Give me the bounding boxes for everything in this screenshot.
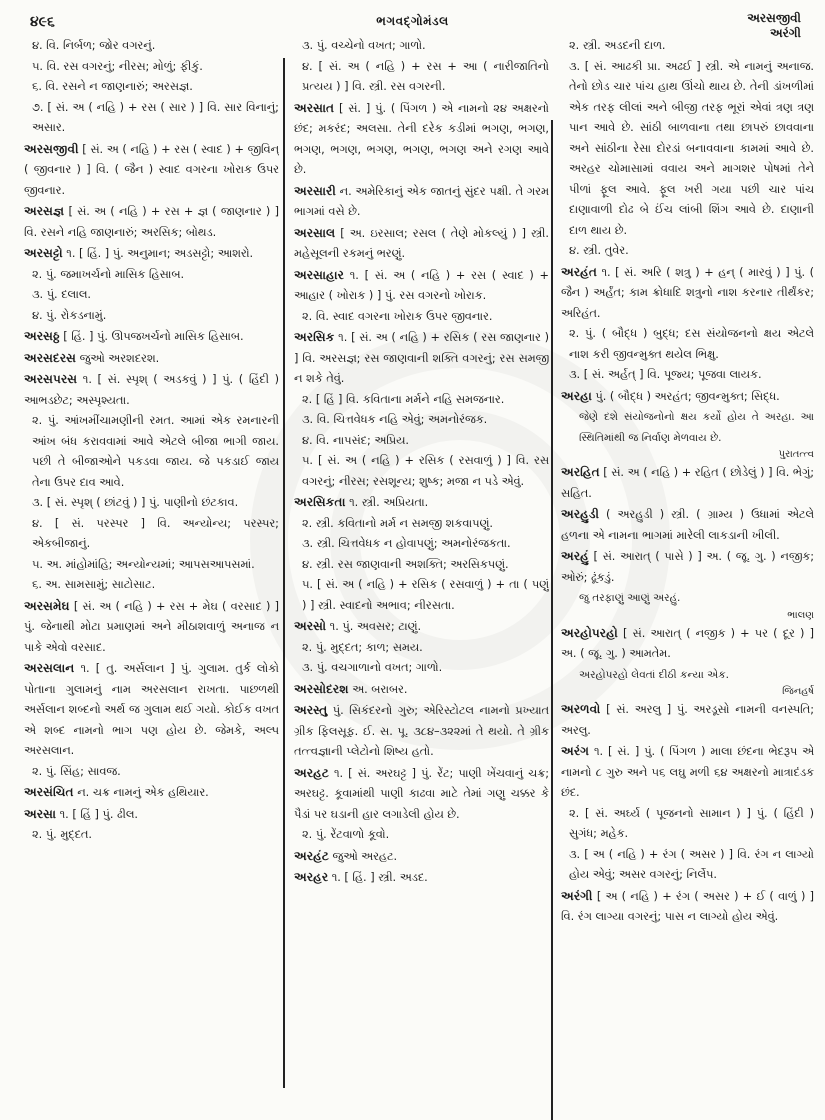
headword: અરસિક: [294, 330, 335, 344]
headword: અરહા: [561, 388, 592, 403]
quotation: [561, 588, 814, 609]
dictionary-entry: [561, 262, 814, 325]
headword: અરંગી: [561, 888, 593, 903]
dictionary-entry: [24, 348, 279, 370]
definition-text: ૧. [ હિં ] પું. ઢીલ.: [59, 807, 139, 821]
headword: અરહું: [561, 549, 589, 563]
dictionary-entry: [294, 223, 549, 265]
headword: અરંગ: [561, 744, 590, 758]
definition-text: ૪. સ્ત્રી. તુવેર.: [569, 244, 629, 257]
sense-line: [24, 411, 279, 493]
dictionary-entry: [294, 98, 549, 181]
dictionary-columns: [24, 36, 814, 1091]
sense-line: [294, 431, 549, 452]
sense-line: [294, 555, 549, 576]
definition-text: ૨. સ્ત્રી. કવિતાનો મર્મ ન સમજી શકવાપણું.: [302, 516, 493, 530]
definition-text: ૩. [ સં. આઢકી પ્રા. અઢઈ ] સ્ત્રી. એ નામનું અનાજ. તેનો છોડ ચાર પાંચ હાથ ઊંચો થાય છે. તેની ડાંખળીમાં એક તરફ લીલાં અને બીજી તરફ ભૂરાં એવાં ત્રણ ત્રણ પાન આવે છે. સાંઠી બાળવાના તથા છાપરું છાવવાના અને સાંઠીના રેસા દોરડાં બનાવવાના કામમાં આવે છે. અરહર ચોમાસામાં વવાય અને માગશર પોષમાં તેને પીળાં ફૂલ આવે. ફૂલ ખરી ગયા પછી ચાર પાંચ દાણાવાળી દોઢ બે ઈંચ લાંબી શિંગ આવે છે. દાણાની દાળ થાય છે.: [569, 59, 814, 237]
dictionary-entry: [294, 327, 549, 390]
dictionary-entry: [561, 462, 814, 504]
sense-line: [294, 575, 549, 616]
definition-text: અ. બરાબર.: [352, 682, 408, 696]
dictionary-entry: [294, 265, 549, 307]
dictionary-entry: [24, 369, 279, 411]
dictionary-entry: [561, 546, 814, 588]
headword: અરસજ્ઞ: [24, 204, 65, 218]
sense-line: [561, 804, 814, 845]
quotation-source: [561, 685, 814, 699]
definition-text: ૧. [ સં. સ્પૃશ્ ( અડકવું ) ] પું. ( હિંદી ) આભડછેટ; અસ્પૃશ્યતા.: [24, 373, 279, 407]
definition-text: જેણે દશે સંયોજનોનો ક્ષય કર્યો હોય તે અરહા. આ સ્થિતિમાંથી જ નિર્વાણ મેળવાય છે.: [579, 411, 814, 444]
definition-text: [ સં. અ ( નહિ ) + રહિત ( છોડેલું ) ] વિ. ભેગું; સહિત.: [561, 466, 814, 500]
definition-text: ૨. પું. ( બૌદ્ધ ) બુદ્ધ; દસ સંયોજનનો ક્ષય એટલે નાશ કરી જીવન્મુક્ત થયેલ ભિક્ષુ.: [569, 327, 814, 361]
definition-text: ૫. વિ. રસ વગરનું; નીરસ; મોળું; ફીકું.: [32, 59, 203, 73]
dictionary-entry: [294, 846, 549, 868]
sense-line: [561, 57, 814, 242]
definition-text: ૧. [ સં. ] પું. ( પિંગળ ) માલા છંદના ભેદરૂપ એ નામનો ૮ ગુરુ અને ૫૬ લઘુ મળી ૬૪ અક્ષરનો માત્રાદંડક છંદ.: [561, 745, 814, 799]
definition-text: ૧. [ તુ. અર્સલાન ] પું. ગુલામ. તુર્ક લોકો પોતાના ગુલામનું નામ અરસલાન રાખતા. પાછળથી અર્સલાન શબ્દનો અર્થ જ ગુલામ થઈ ગયો. કોઈક વખત એ શબ્દ નામનો ભાગ પણ હોય છે. જેમકે, અલ્પ અરસલાન.: [24, 662, 279, 757]
sense-line: [24, 493, 279, 514]
definition-text: ૬. અ. સામસામું; સાટોસાટ.: [32, 578, 156, 591]
definition-text: પું. ( બૌદ્ધ ) અરહંત; જીવન્મુક્ત; સિદ્ધ.: [595, 389, 780, 403]
sense-line: [24, 77, 279, 98]
headword: અરસલાન: [24, 661, 75, 675]
headword: અરળવો: [561, 702, 601, 716]
definition-text: ૧. [ સં. અ ( નહિ ) + રસ ( સ્વાદ ) + આહાર ( ખોરાક ) ] પું. રસ વગરનો ખોરાક.: [294, 268, 549, 302]
column-2: [294, 36, 549, 1086]
sense-line: [24, 825, 279, 846]
sense-line: [294, 451, 549, 492]
sense-line: [561, 324, 814, 365]
sense-line: [294, 658, 549, 679]
headword: અરસિકતા: [294, 495, 346, 509]
definition-text: ૨. પું. સિંહ; સાવજ.: [32, 764, 121, 778]
dictionary-entry: [294, 492, 549, 514]
definition-text: ૧. [ સં. અરિ ( શત્રુ ) + હન્ ( મારવું ) ] પું. ( જૈન ) અર્હંત; કામ ક્રોધાદિ શત્રુનો નાશ કરનાર તીર્થંકર; અરિહંત.: [561, 265, 814, 320]
headword: અરસજીવી: [24, 141, 79, 156]
headword: અરસાહાર: [294, 267, 344, 282]
sense-line: [24, 98, 279, 139]
sense-line: [561, 241, 814, 262]
sense-line: [24, 265, 279, 286]
dictionary-entry: [561, 699, 814, 741]
sense-line: [561, 845, 814, 886]
definition-text: ૧. સ્ત્રી. અપ્રિયતા.: [349, 496, 429, 509]
definition-text: ૧. પું. અવસર; ટાણું.: [329, 620, 422, 633]
definition-text: [ સં. અરલુ ] પું. અરડૂસો નામની વનસ્પતિ; અરલુ.: [561, 703, 814, 737]
definition-text: [ સં. ] પું. ( પિંગળ ) એ નામનો ૨૪ અક્ષરનો છંદ; મકરંદ; અલસા. તેની દરેક કડીમાં ભગણ, ભગણ, ભગણ, ભગણ, ભગણ, ભગણ, ભગણ અને રગણ આવે છે.: [294, 101, 549, 176]
dictionary-entry: [561, 623, 814, 665]
definition-text: ૧. [ હિં. ] પું. અનુમાન; અડસટ્ટો; આશરો.: [66, 247, 254, 260]
dictionary-entry: [24, 596, 279, 659]
dictionary-entry: [24, 326, 279, 348]
sense-line: [561, 365, 814, 386]
definition-text: ૨. પું. આંખમીંચામણીની રમત. આમાં એક રમનારની આંખ બંધ કરાવવામાં આવે એટલે બીજા ભાગી જાય. પછી તે બીજાઓને પકડવા જાય. જે પકડાઈ જાય તેના ઉપર દાવ આવે.: [32, 414, 279, 489]
dictionary-entry: [561, 886, 814, 928]
guide-word-last: અરંગી: [769, 26, 801, 40]
definition-text: ૧. [ સં. અરઘટ્ટ ] પું. રેંટ; પાણી ખેંચવાનું ચક્ર; અરઘટ્ટ. કૂવામાંથી પાણી કાઢવા માટે તેમાં ગણુ ચક્કર કે પૈડાં પર ઘડાની હાર લગાડેલી હોય છે.: [294, 766, 549, 821]
definition-text: પું. સિકંદરનો ગુરુ; એરિસ્ટોટલ નામનો પ્રખ્યાત ગ્રીક ફિલસૂફ. ઈ. સ. પૂ. ૩૮૪–૩૨૨માં તે થયો. તે ગ્રીક તત્ત્વજ્ઞાની પ્લેટોનો શિષ્ય હતો.: [294, 704, 549, 758]
quotation-source: [561, 448, 814, 462]
definition-text: પુરાતત્ત્વ: [778, 449, 814, 460]
definition-text: ૪. વિ. નિર્બળ; જોર વગરનું.: [32, 39, 156, 52]
definition-text: [ સં. આરાત્ ( નજીક ) + પર ( દૂર ) ] અ. ( જૂ. ગુ. ) આમતેમ.: [561, 626, 814, 660]
quotation-source: [561, 609, 814, 623]
definition-text: ૩. સ્ત્રી. ચિત્તવેધક ન હોવાપણું; અમનોરંજકતા.: [302, 537, 511, 550]
headword: અરહર: [294, 870, 329, 884]
column-1: [24, 36, 279, 1086]
headword: અરસા: [24, 806, 57, 821]
definition-text: ૩. [ સં. અર્હત્ ] વિ. પૂજ્ય; પૂજવા લાયક.: [569, 368, 762, 381]
dictionary-entry: [24, 804, 279, 826]
sense-line: [294, 514, 549, 535]
definition-text: ૪. પું. રોકડનામું.: [32, 308, 107, 322]
definition-text: ૪. સ્ત્રી. રસ જાણવાની અશક્તિ; અરસિકપણું.: [302, 557, 509, 571]
headword: અરહંત: [561, 264, 597, 279]
headword: અરસોદરશ: [294, 681, 349, 696]
definition-text: ૨. પું. મુદ્દત.: [32, 828, 93, 841]
definition-text: ૫. અ. માંહોમાંહિ; અન્યોન્યમાં; આપસઆપસમાં.: [32, 557, 255, 571]
dictionary-entry: [294, 700, 549, 763]
sense-line: [24, 555, 279, 576]
headword: અરસપરસ: [24, 372, 78, 386]
headword: અરસાત: [294, 100, 335, 115]
definition-text: ૨. વિ. સ્વાદ વગરના ખોરાક ઉપર જીવનાર.: [302, 309, 493, 323]
definition-text: [ સં. અ ( નહિ ) + રસ + મેઘ ( વરસાદ ) ] પું. જેનાથી મોટા પ્રમાણમાં અને મીઠાશવાળું અનાજ ન પાકે એવો વરસાદ.: [24, 599, 279, 654]
guide-word-first: અરસજીવી: [747, 11, 801, 25]
sense-line: [294, 57, 549, 98]
headword: અરહંટ: [294, 848, 329, 863]
headword: અરહિત: [561, 465, 600, 479]
dictionary-entry: [294, 867, 549, 889]
definition-text: અરહોપરહો લેવતાં દીઠી કન્યા એક.: [579, 668, 729, 681]
headword: અરહટ: [294, 765, 329, 780]
definition-text: ૬. વિ. રસને ન જાણનારું; અરસજ્ઞ.: [32, 80, 193, 93]
quotation: [561, 407, 814, 448]
sense-line: [294, 825, 549, 846]
dictionary-entry: [24, 782, 279, 804]
definition-text: ( અરહુડી ) સ્ત્રી. ( ગ્રામ્ય ) ઉધામાં એટલે હળના એ નામના ભાગમાં મારેલી લાકડાની ખીલી.: [561, 508, 814, 542]
definition-text: ૨. [ હિં ] વિ. કવિતાના મર્મને નહિ સમજનાર.: [302, 392, 505, 406]
definition-text: જિનહર્ષ: [782, 686, 814, 697]
dictionary-entry: [294, 679, 549, 701]
column-divider-2: [551, 120, 553, 1120]
definition-text: ૪. વિ. નાપસંદ; અપ્રિય.: [302, 433, 409, 447]
headword: અરસો: [294, 619, 327, 633]
definition-text: ૫. [ સં. અ ( નહિ ) + રસિક ( રસવાળું ) + તા ( પણું ) ] સ્ત્રી. સ્વાદનો અભાવ; નીરસતા.: [302, 578, 549, 612]
definition-text: ૨. પું. જમાખર્ચનો માસિક હિસાબ.: [32, 267, 185, 281]
headword: અરસદરસ: [24, 350, 77, 365]
running-title: ભગવદ્ગોમંડલ: [376, 14, 449, 28]
headword: અરસમેઘ: [24, 598, 70, 613]
column-divider-1: [283, 58, 285, 1088]
definition-text: [ સં. આરાત્ ( પાસે ) ] અ. ( જૂ. ગુ. ) નજીક; ઓરું; ઢૂંકડું.: [561, 550, 814, 584]
definition-text: [ અ. ઇરસાલ; રસલ ( તેણે મોકલ્યું ) ] સ્ત્રી. મહેસૂલની રકમનું ભરણું.: [294, 226, 549, 260]
definition-text: ૪. [ સં. અ ( નહિ ) + રસ + આ ( નારીજાતિનો પ્રત્યય ) ] વિ. સ્ત્રી. રસ વગરની.: [302, 59, 549, 93]
definition-text: [ સં. અ ( નહિ ) + રસ + જ્ઞ ( જાણનાર ) ] વિ. રસને નહિ જાણનારું; અરસિક; બોથડ.: [24, 205, 279, 239]
definition-text: ૩. વિ. ચિત્તવેધક નહિ એવું; અમનોરંજક.: [302, 413, 488, 426]
sense-line: [24, 575, 279, 596]
definition-text: ૨. પું. મુદ્દત; કાળ; સમય.: [302, 640, 423, 654]
definition-text: ૧. [ હિં. ] સ્ત્રી. અડદ.: [331, 871, 428, 884]
sense-line: [24, 36, 279, 57]
dictionary-entry: [561, 386, 814, 408]
definition-text: ૪. [ સં. પરસ્પર ] વિ. અન્યોન્ય; પરસ્પર; એકબીજાનું.: [32, 516, 279, 550]
definition-text: [ હિં. ] પું. ઊપજખર્ચનો માસિક હિસાબ.: [63, 330, 244, 343]
headword: અરસાલ: [294, 225, 336, 240]
sense-line: [24, 285, 279, 306]
definition-text: ૨. સ્ત્રી. અડદની દાળ.: [569, 39, 666, 52]
dictionary-entry: [561, 741, 814, 804]
definition-text: ૩. પું. વચ્ચેનો વખત; ગાળો.: [302, 39, 426, 52]
definition-text: ૨. [ સં. અર્ઘ્ય ( પૂજનનો સામાન ) ] પું. ( હિંદી ) સુગંધ; મહેક.: [569, 806, 814, 840]
definition-text: ૫. [ સં. અ ( નહિ ) + રસિક ( રસવાળું ) ] વિ. રસ વગરનું; નીરસ; રસશૂન્ય; શુષ્ક; મજા ન પડે એવું.: [302, 454, 549, 488]
dictionary-entry: [24, 139, 279, 202]
definition-text: ૨. પું. રેંટવાળો કૂવો.: [302, 828, 390, 841]
definition-text: [ સં. અ ( નહિ ) + રસ ( સ્વાદ ) + જીવિન્ ( જીવનાર ) ] વિ. ( જૈન ) સ્વાદ વગરના ખોરાક ઉપર જીવનાર.: [24, 142, 279, 197]
definition-text: ૩. પું. વચગાળાનો વખત; ગાળો.: [302, 661, 443, 674]
page-number: ૪૯૬: [30, 14, 55, 30]
definition-text: [ અ ( નહિ ) + રંગ ( અસર ) + ઈ ( વાળું ) ] વિ. રંગ લાગ્યા વગરનું; પાસ ન લાગ્યો હોય એવું.: [561, 889, 814, 923]
dictionary-entry: [294, 763, 549, 826]
definition-text: જુઓ અરહટ.: [332, 849, 398, 863]
sense-line: [24, 762, 279, 783]
headword: અરસટ્ટો: [24, 246, 63, 260]
quotation: [561, 665, 814, 686]
sense-line: [24, 57, 279, 78]
dictionary-entry: [24, 658, 279, 762]
definition-text: ૩. [ સં. સ્પૃશ્ ( છાંટવું ) ] પું. પાણીનો છંટકાવ.: [32, 496, 239, 509]
headword: અરસારી: [294, 183, 336, 198]
definition-text: ન. અમેરિકાનું એક જાતનું સુંદર પક્ષી. તે ગરમ ભાગમાં વસે છે.: [294, 184, 549, 218]
sense-line: [24, 514, 279, 555]
sense-line: [294, 390, 549, 411]
definition-text: ૭. [ સં. અ ( નહિ ) + રસ ( સાર ) ] વિ. સાર વિનાનું; અસાર.: [32, 100, 279, 134]
dictionary-entry: [24, 243, 279, 265]
definition-text: ભાલણ: [787, 609, 814, 621]
sense-line: [294, 534, 549, 555]
headword: અરસઠ્ઠ: [24, 329, 60, 343]
sense-line: [561, 36, 814, 57]
definition-text: ૩. પું. દલાલ.: [32, 288, 91, 301]
column-3: [561, 36, 814, 1086]
headword: અરસ્તુ: [294, 703, 328, 717]
definition-text: ૧. [ સં. અ ( નહિ ) + રસિક ( રસ જાણનાર ) ] વિ. અરસજ્ઞ; રસ જાણવાની શક્તિ વગરનું; રસ સમજી ન શકે તેવું.: [294, 331, 549, 385]
definition-text: જુ તરફાણું આણું અરહું.: [579, 592, 681, 604]
dictionary-entry: [561, 504, 814, 546]
definition-text: જુઓ અરશદરશ.: [79, 351, 160, 365]
sense-line: [294, 410, 549, 431]
definition-text: ૩. [ અ ( નહિ ) + રંગ ( અસર ) ] વિ. રંગ ન લાગ્યો હોય એવું; અસર વગરનું; નિર્લેપ.: [569, 847, 814, 881]
headword: અરહોપરહો: [561, 625, 618, 640]
headword: અરસંચિત: [24, 785, 74, 799]
dictionary-entry: [294, 616, 549, 638]
dictionary-entry: [24, 201, 279, 243]
definition-text: ન. ચક્ર નામનું એક હથિયાર.: [77, 786, 209, 799]
dictionary-entry: [294, 181, 549, 223]
sense-line: [294, 307, 549, 328]
sense-line: [294, 638, 549, 659]
sense-line: [294, 36, 549, 57]
sense-line: [24, 306, 279, 327]
headword: અરહુડી: [561, 507, 600, 521]
